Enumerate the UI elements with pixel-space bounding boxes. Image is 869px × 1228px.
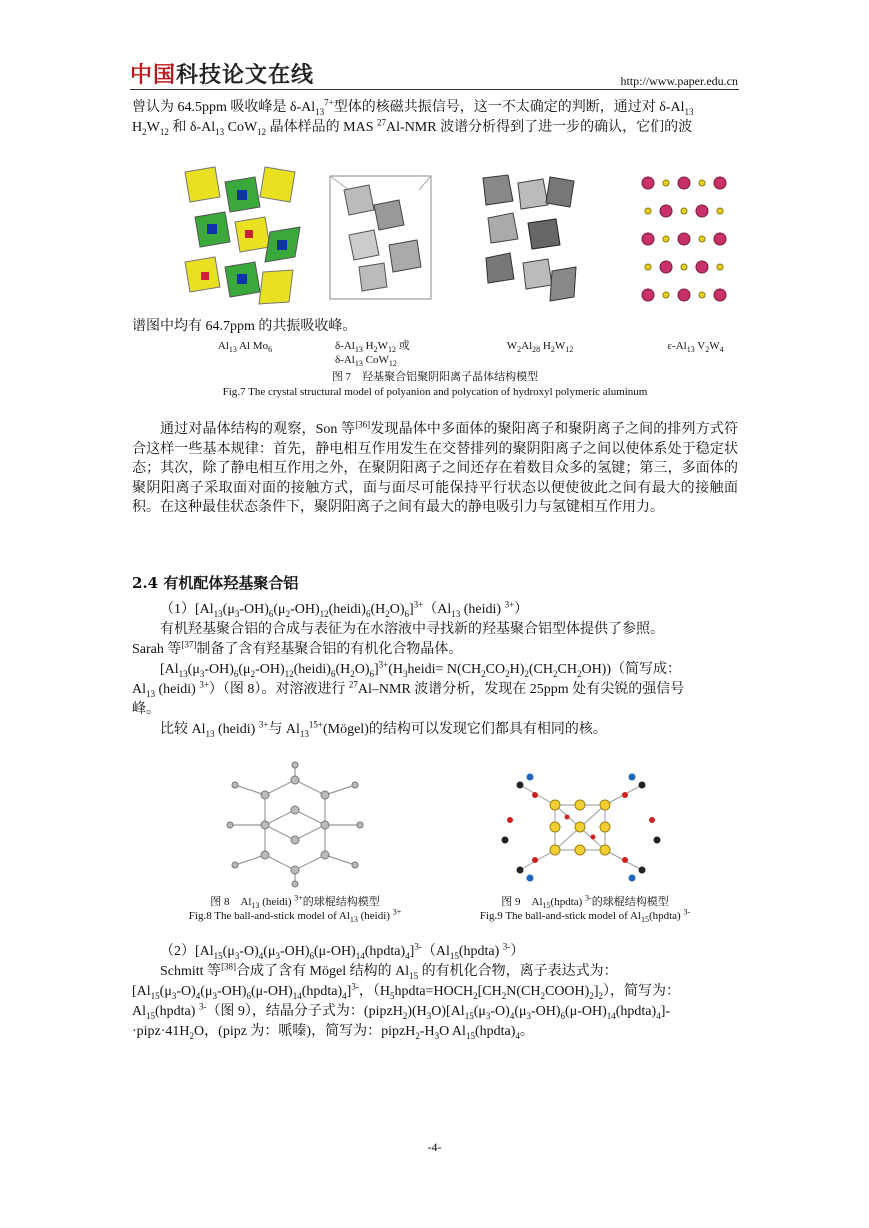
subsection-1-text-6: 比较 $Al_{13}$ (heidi) $^{3+}$与 $Al_{13}^{15+}(Mögel)$的结构可以发现它们都具有相同的核。 <box>160 719 607 739</box>
subsection-2-text-1: Schmitt 等[38]合成了含有 Mögel 结构的 $Al_{15}$ 的有机化合物，离子表达式为： <box>160 961 618 981</box>
fig7-image-e-al13-v2w4 <box>638 175 730 305</box>
page-number: -4- <box>427 1140 442 1154</box>
subsection-1-text-1: 有机羟基聚合铝的合成与表征为在水溶液中寻找新的羟基聚合铝型体提供了参照。 <box>160 622 664 637</box>
fig8-caption-en: Fig.8 The ball-and-stick model of $Al_{13}$ (heidi) $^{3+}$ <box>188 907 402 925</box>
fig9-caption-cn: 图 9 $Al_{15}(hpdta)$ $^{3-}$的球棍结构模型 <box>501 893 669 911</box>
subsection-1-text-2: Sarah 等[37]制备了含有羟基聚合铝的有机化合物晶体。 <box>132 639 463 657</box>
fig7-image-w2al28-h2w12 <box>478 173 578 308</box>
subsection-1-title: $(1)[Al_{13}(\mu_3-OH)_6(\mu_2-OH)_{12}(heidi)_6(H_2O)_6]^{3+}(Al_{13}$ (heidi) $^{3+}$） <box>160 599 529 619</box>
fig9-ball-stick-image <box>495 765 667 890</box>
fig7-label-1: $Al_{13}$ Al $Mo_6$ <box>217 340 273 355</box>
subsection-1-text-3: $[Al_{13}(\mu_3-OH)_6(\mu_2-OH)_{12}(heidi)_6(H_2O)_6]^{3+}(H_3heidi= N(CH_2CO_2H)_2(CH_2CH_2OH))$（简写成： <box>160 659 681 679</box>
subsection-2-text-4: $\cdot pipz\cdot 41H_2O$，(pipz 为：哌嗪)，简写为：$pipzH_2-H_3O$ $Al_{15}(hpdta)_4$。 <box>132 1024 534 1041</box>
subsection-2-text-3: $Al_{15}(hpdta)$ $^{3-}$（图 9），结晶分子式为：$(pipzH_2)(H_3O)[Al_{15}(\mu_3-O)_4(\mu_3-OH)_6(\mu-OH)_{14}(hpdta)_4]-$ <box>132 1001 671 1021</box>
fig8-caption-cn: 图 8 $Al_{13}$ (heidi) $^{3+}$的球棍结构模型 <box>210 893 380 911</box>
subsection-1-text-4: $Al_{13}$ (heidi) $^{3+}$）（图 8）。对溶液进行 $^{27}$Al–NMR 波谱分析，发现在 25ppm 处有尖锐的强信号 <box>132 679 685 699</box>
fig7-caption-cn: 图 7 羟基聚合铝聚阴阳离子晶体结构模型 <box>331 371 539 383</box>
fig7-image-al13-almo6 <box>175 162 305 312</box>
fig9-caption-en: Fig.9 The ball-and-stick model of $Al_{15}(hpdta)$ $^{3-}$ <box>479 907 691 925</box>
fig7-image-d-al13-h2w12 <box>329 175 432 300</box>
subsection-1-text-5: 峰。 <box>132 702 160 717</box>
paragraph-intro-end: 谱图中均有 64.7ppm 的共振吸收峰。 <box>132 319 357 334</box>
paragraph-son: 通过对晶体结构的观察，Son 等[36]发现晶体中多面体的聚阳离子和聚阴离子之间的排列方式符合这样一些基本规律：首先，静电相互作用发生在交替排列的聚阴阳离子之间以使体系处于稳定状态；其次，除了静电相互作用之外，在聚阴阳离子之间还存在着数目众多的氢键；第三，多面体的聚阴阳离子采取面对面的接触方式，面与面尽可能保持平行状态以便使彼此之间有最大的接触面积。在这种最佳状态条件下，聚阴阳离子之间有最大的静电吸引力与氢键相互作用力。 <box>132 419 738 516</box>
subsection-2-text-2: $[Al_{15}(\mu_3-O)_4(\mu_3-OH)_6(\mu-OH)_{14}(hpdta)_4]^{3-}$，$(H_5hpdta=HOCH_2[CH_2N(CH_2COOH)_2]_2)$，简写为： <box>132 981 680 1001</box>
fig7-label-2: $\delta-Al_{13}$ $H_2W_{12}$ 或 $\delta-Al_{13}$ CoW$_{12}$ <box>335 340 410 369</box>
paragraph-intro: 曾认为 64.5ppm 吸收峰是 $\delta-Al_{13}^{7+}$型体的核磁共振信号，这一不太确定的判断，通过对 $\delta-Al_{13}$ $H_2W_{12}$ 和 $\delta-Al_{13}$ CoW$_{12}$ 晶体样品的 MAS $^{27}$Al-NMR 波谱分析得到了进一步的确认，它们的波 <box>132 97 694 137</box>
journal-logo: 中国科技论文在线 <box>130 63 315 88</box>
section-heading: 2.4 有机配体羟基聚合铝 <box>132 574 299 592</box>
fig7-caption-en: Fig.7 The crystal structural model of polyanion and polycation of hydroxyl polymeric aluminum <box>222 386 648 398</box>
subsection-2-title: $(2)[Al_{15}(\mu_3-O)_4(\mu_3-OH)_6(\mu-OH)_{14}(hpdta)_4]^{3-}(Al_{15}(hpdta)$ $^{3-}$） <box>160 941 525 961</box>
fig7-label-4: $W_2Al_{28}$ $H_2W_{12}$ <box>506 340 574 355</box>
fig8-ball-stick-image <box>215 760 375 888</box>
header-rule <box>130 89 739 90</box>
header-url[interactable]: http://www.paper.edu.cn <box>620 74 738 88</box>
fig7-label-5: $\varepsilon-Al_{13}$ $V_2W_4$ <box>667 340 724 355</box>
